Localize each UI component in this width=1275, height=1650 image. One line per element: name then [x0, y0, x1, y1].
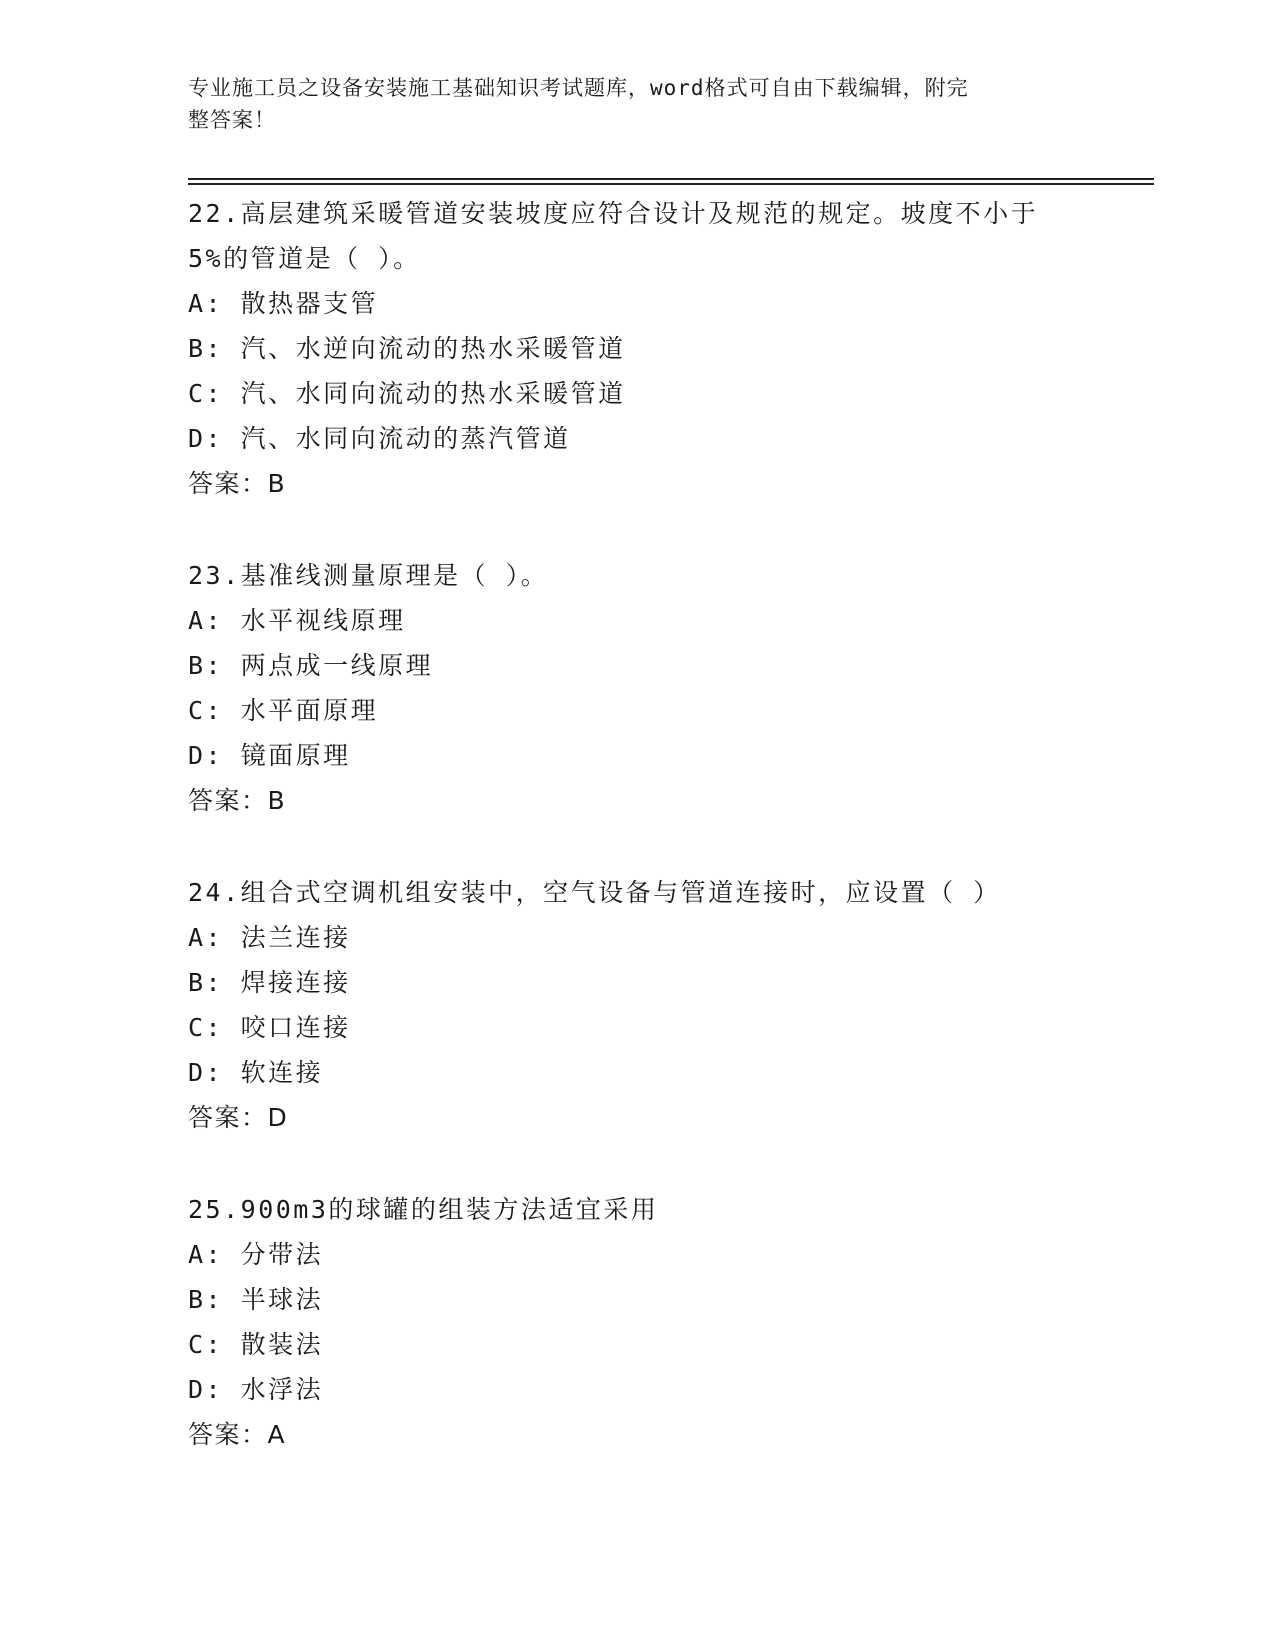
option-d: D: 汽、水同向流动的蒸汽管道 [188, 424, 571, 453]
question-22 [188, 191, 1088, 507]
question-25 [188, 1187, 1088, 1458]
option-b: B: 焊接连接 [188, 968, 351, 997]
answer: 答案：D [188, 1103, 289, 1132]
option-a: A: 散热器支管 [188, 289, 379, 318]
document-header [188, 72, 1088, 136]
header-line-1: 专业施工员之设备安装施工基础知识考试题库，word格式可自由下载编辑，附完 [188, 76, 969, 100]
option-c: C: 水平面原理 [188, 696, 379, 725]
answer: 答案：B [188, 469, 287, 498]
option-a: A: 法兰连接 [188, 923, 351, 952]
option-c: C: 散装法 [188, 1330, 324, 1359]
question-text-line: 25.900m3的球罐的组装方法适宜采用 [188, 1195, 659, 1224]
question-list [188, 191, 1088, 1504]
option-b: B: 两点成一线原理 [188, 651, 434, 680]
question-text-line: 24.组合式空调机组安装中，空气设备与管道连接时，应设置（ ） [188, 878, 1001, 907]
option-a: A: 分带法 [188, 1240, 324, 1269]
question-text-line: 22.高层建筑采暖管道安装坡度应符合设计及规范的规定。坡度不小于 [188, 199, 1039, 228]
option-c: C: 汽、水同向流动的热水采暖管道 [188, 379, 626, 408]
answer: 答案：A [188, 1420, 287, 1449]
header-divider-top [188, 178, 1154, 180]
option-a: A: 水平视线原理 [188, 606, 406, 635]
header-divider-bottom [188, 183, 1154, 185]
header-line-2: 整答案！ [188, 108, 276, 132]
option-b: B: 半球法 [188, 1285, 324, 1314]
answer: 答案：B [188, 786, 287, 815]
option-d: D: 软连接 [188, 1058, 324, 1087]
option-d: D: 镜面原理 [188, 741, 351, 770]
option-d: D: 水浮法 [188, 1375, 324, 1404]
question-text-line: 5%的管道是（ ）。 [188, 244, 421, 273]
question-text-line: 23.基准线测量原理是（ ）。 [188, 561, 549, 590]
option-b: B: 汽、水逆向流动的热水采暖管道 [188, 334, 626, 363]
question-24 [188, 870, 1088, 1141]
option-c: C: 咬口连接 [188, 1013, 351, 1042]
question-23 [188, 553, 1088, 824]
